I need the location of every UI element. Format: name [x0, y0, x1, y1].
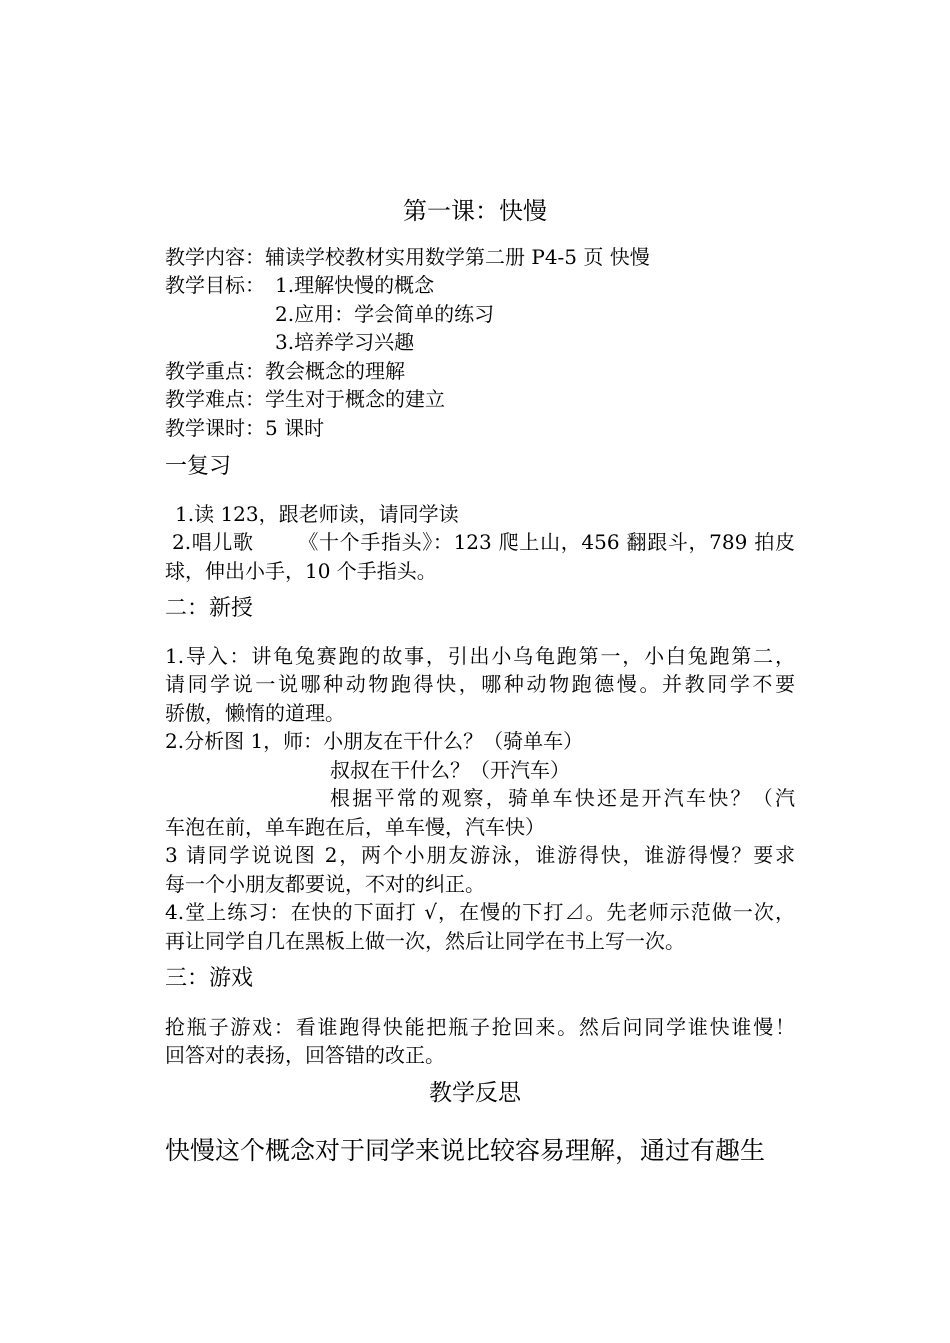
teaching-focus: 教学重点：教会概念的理解	[165, 359, 405, 383]
intro-line-2: 请同学说一说哪种动物跑得快，哪种动物跑德慢。并教同学不要	[165, 672, 795, 696]
teaching-goal-label: 教学目标：	[165, 273, 265, 297]
analysis-line-3: 根据平常的观察，骑单车快还是开汽车快？（汽	[330, 786, 795, 810]
analysis-line-4: 车泡在前，单车跑在后，单车慢，汽车快）	[165, 815, 545, 839]
teaching-hours: 教学课时：5 课时	[165, 416, 325, 440]
swim-line-2: 每一个小朋友都要说，不对的纠正。	[165, 872, 485, 896]
swim-line-1: 3 请同学说说图 2，两个小朋友游泳，谁游得快，谁游得慢？要求	[165, 843, 795, 867]
reflection-text: 快慢这个概念对于同学来说比较容易理解，通过有趣生	[165, 1136, 766, 1165]
lesson-title: 第一课：快慢	[403, 197, 547, 225]
game-line-1: 抢瓶子游戏：看谁跑得快能把瓶子抢回来。然后问同学谁快谁慢！	[165, 1015, 795, 1039]
review-item-2-cont: 球，伸出小手，10 个手指头。	[165, 559, 437, 583]
analysis-line-1: 2.分析图 1，师：小朋友在干什么？（骑单车）	[165, 729, 584, 753]
exercise-line-2: 再让同学自几在黑板上做一次，然后让同学在书上写一次。	[165, 929, 685, 953]
review-item-2-label: 2.唱儿歌	[172, 530, 254, 554]
review-item-1: 1.读 123，跟老师读，请同学读	[175, 502, 459, 526]
review-heading: 一复习	[165, 454, 232, 479]
analysis-line-2: 叔叔在干什么？（开汽车）	[330, 758, 570, 782]
exercise-line-1: 4.堂上练习：在快的下面打 √，在慢的下打⊿。先老师示范做一次，	[165, 900, 795, 924]
new-lesson-heading: 二：新授	[165, 596, 254, 621]
teaching-difficulty: 教学难点：学生对于概念的建立	[165, 387, 445, 411]
teaching-goal-1: 1.理解快慢的概念	[275, 273, 435, 297]
reflection-heading: 教学反思	[429, 1080, 521, 1106]
intro-line-1: 1.导入：讲龟兔赛跑的故事，引出小乌龟跑第一，小白兔跑第二，	[165, 644, 795, 668]
review-item-2-song: 《十个手指头》：123 爬上山，456 翻跟斗，789 拍皮	[297, 530, 795, 554]
game-line-2: 回答对的表扬，回答错的改正。	[165, 1043, 445, 1067]
teaching-content: 教学内容：辅读学校教材实用数学第二册 P4-5 页 快慢	[165, 245, 650, 269]
teaching-goal-3: 3.培养学习兴趣	[275, 330, 415, 354]
intro-line-3: 骄傲，懒惰的道理。	[165, 701, 345, 725]
teaching-goal-2: 2.应用：学会简单的练习	[275, 302, 495, 326]
game-heading: 三：游戏	[165, 966, 254, 991]
review-item-2	[172, 528, 795, 556]
